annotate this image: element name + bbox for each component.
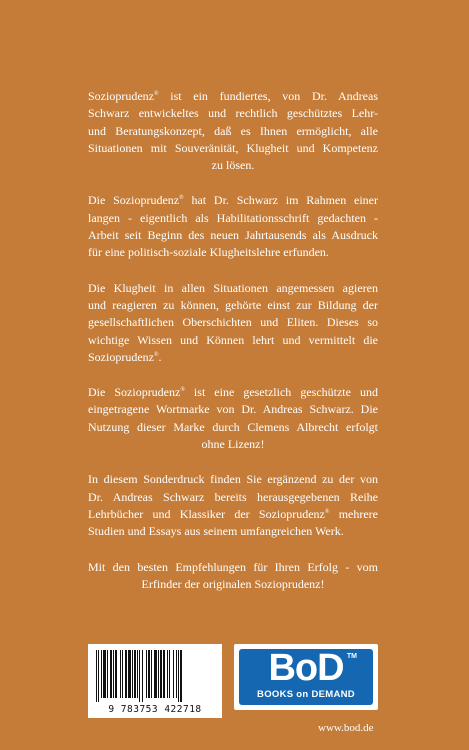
line-text: wichtige Wissen und Können lehrt und vermittelt die — [88, 332, 378, 347]
paragraph — [88, 280, 378, 366]
registered-mark: ® — [153, 91, 159, 97]
publisher-url: www.bod.de — [318, 722, 374, 734]
text-line — [88, 192, 378, 209]
text-line — [88, 123, 378, 140]
line-text: Lehrbücher und Klassiker der Sozioprudenz — [88, 506, 325, 521]
text-line — [88, 506, 378, 523]
barcode-bar — [151, 650, 152, 698]
isbn-digits: 9 783753 422718 — [108, 704, 202, 715]
line-text-rest: ist ein fundiertes, von Dr. Andreas — [158, 89, 378, 103]
barcode-bar — [137, 650, 138, 698]
line-text: und Beratungskonzept, daß es Ihnen ermöglicht, alle — [88, 123, 378, 138]
line-text: und reagieren zu können, gehörte einst zur Bildung der — [88, 297, 378, 312]
barcode-bar — [146, 650, 147, 698]
line-text: zu lösen. — [211, 158, 255, 173]
line-text: ohne Lizenz! — [201, 437, 265, 452]
barcode-bar — [142, 650, 143, 702]
line-text: Studien und Essays aus seinem umfangreichen Werk. — [88, 524, 344, 539]
bod-logo — [234, 644, 378, 710]
text-line — [88, 210, 378, 227]
barcode-bar — [180, 650, 182, 702]
barcode-bar — [169, 650, 170, 698]
barcode-bars — [94, 650, 216, 702]
text-line — [88, 419, 378, 436]
line-text-rest: . — [158, 349, 162, 364]
barcode-bar — [160, 650, 162, 698]
barcode-bar — [120, 650, 121, 698]
paragraph — [88, 192, 378, 261]
paragraph — [88, 384, 378, 453]
bod-tagline: BOOKS on DEMAND — [257, 689, 355, 700]
bod-logo-letters: BoD — [268, 647, 344, 689]
barcode-bar — [132, 650, 133, 698]
line-text: Die Sozioprudenz — [88, 385, 181, 400]
text-line — [88, 401, 378, 418]
barcode-bar — [113, 650, 114, 698]
line-text: Arbeit seit Beginn des neuen Jahrtausends als Ausdruck — [88, 228, 378, 243]
barcode-bar — [96, 650, 97, 702]
text-line — [88, 227, 378, 244]
barcode-bar — [134, 650, 136, 698]
barcode-bar — [167, 650, 168, 698]
barcode-bar — [178, 650, 179, 702]
text-line — [88, 349, 378, 366]
line-text: Die Klugheit in allen Situationen angemessen agieren — [88, 280, 378, 295]
paragraph — [88, 559, 378, 594]
line-text: Sozioprudenz — [88, 349, 154, 364]
line-text: langen - eigentlich als Habilitationsschrift gedachten - — [88, 210, 378, 225]
text-line — [88, 157, 378, 174]
text-line — [88, 88, 378, 105]
registered-mark: ® — [180, 387, 185, 394]
line-text: In diesem Sonderdruck finden Sie ergänzend zu der von — [88, 472, 378, 487]
text-line — [88, 297, 378, 314]
line-text-rest: hat Dr. Schwarz im Rahmen einer — [183, 193, 379, 208]
text-line — [88, 489, 378, 506]
registered-mark: ® — [179, 195, 184, 202]
text-line — [88, 105, 378, 122]
paragraph — [88, 88, 378, 174]
text-line — [88, 314, 378, 331]
barcode-bar — [173, 650, 174, 698]
line-text-rest: mehrere — [329, 506, 378, 521]
barcode-bar — [158, 650, 159, 698]
barcode-bar — [148, 650, 150, 698]
line-text: eingetragene Wortmarke von Dr. Andreas Schwarz. Die — [88, 402, 378, 417]
text-line — [88, 523, 378, 540]
line-text: Situationen mit Souveränität, Klugheit und Kompetenz — [88, 140, 378, 155]
barcode-bar — [139, 650, 140, 702]
back-cover-text — [88, 88, 378, 611]
text-line — [88, 244, 378, 261]
text-line — [88, 140, 378, 157]
line-text: Sozioprudenz — [88, 89, 154, 103]
barcode-bar — [110, 650, 112, 698]
line-text: Erfinder der originalen Sozioprudenz! — [141, 576, 325, 591]
barcode-bar — [103, 650, 106, 698]
text-line — [88, 471, 378, 488]
line-text: Mit den besten Empfehlungen für Ihren Erfolg - vom — [88, 559, 378, 574]
line-text-rest: ist eine gesetzlich geschützte und — [184, 385, 378, 400]
barcode-bar — [154, 650, 157, 698]
line-text: für eine politisch-soziale Klugheitslehre erfunden. — [88, 245, 329, 260]
barcode-bar — [163, 650, 165, 698]
barcode-bar — [128, 650, 131, 698]
barcode-bar — [125, 650, 127, 698]
line-text: gesellschaftlichen Oberschichten und Eliten. Dieses so — [88, 315, 378, 330]
bod-logo-panel — [239, 649, 373, 705]
isbn-barcode — [88, 644, 222, 718]
text-line — [88, 436, 378, 453]
text-line — [88, 559, 378, 576]
registered-mark: ® — [153, 351, 159, 358]
line-text: Nutzung dieser Marke durch Clemens Albrecht erfolgt — [88, 419, 378, 434]
line-text: Dr. Andreas Schwarz bereits herausgegebenen Reihe — [88, 489, 378, 504]
text-line — [88, 332, 378, 349]
barcode-bar — [122, 650, 123, 698]
line-text: Die Sozioprudenz — [88, 193, 180, 208]
line-text: Schwarz entwickeltes und rechtlich geschütztes Lehr- — [88, 106, 378, 121]
barcode-bar — [98, 650, 99, 702]
text-line — [88, 384, 378, 401]
barcode-bar — [176, 650, 177, 698]
barcode-bar — [115, 650, 117, 698]
text-line — [88, 280, 378, 297]
barcode-bar — [107, 650, 108, 698]
bod-trademark: TM — [346, 653, 357, 660]
paragraph — [88, 471, 378, 540]
registered-mark: ® — [324, 508, 330, 515]
text-line — [88, 576, 378, 593]
barcode-bar — [101, 650, 102, 698]
